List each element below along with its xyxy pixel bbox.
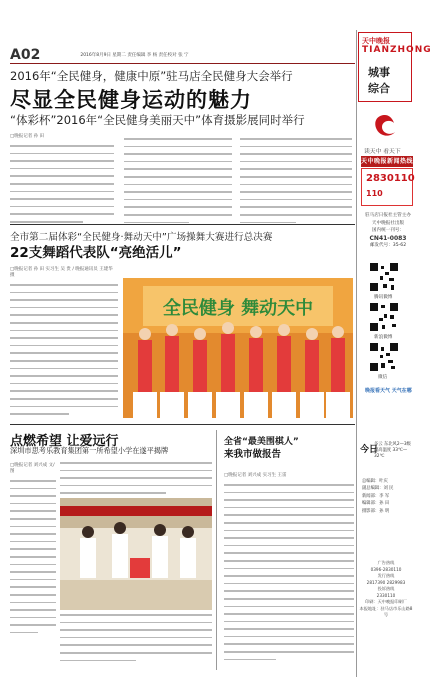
qr-code-icon[interactable] <box>369 302 399 332</box>
story2-kicker: 全市第二届体彩“全民健身·舞动天中”广场操舞大赛进行总决赛 <box>10 232 273 243</box>
hotline-line: 本报地址：驻马店市乐山路8号 <box>359 605 413 617</box>
photo-banner-text: 全民健身 舞动天中 <box>162 298 314 319</box>
brand-emblem-icon <box>370 112 400 142</box>
issue-meta: 2016年8月9日 星期二 责任编辑 李 杨 责任校对 张 宁 <box>80 52 189 58</box>
weather-line: 多云 东北风2—3级 <box>374 442 411 447</box>
masthead-logo <box>358 32 432 102</box>
hotline-line: 2330110 <box>376 592 396 598</box>
hotline-ad <box>361 168 413 206</box>
story1-kicker: 2016年“全民健身，健康中原”驻马店全民健身大会举行 <box>10 69 293 83</box>
story3-byline: □晚报记者 刘兴成 文/图 <box>10 463 55 474</box>
story4-byline: □晚报记者 刘兴成 实习生 王雷 <box>224 473 287 478</box>
hotline-banner: 天中晚报新闻热线 <box>361 158 414 165</box>
hotline-line: 2817390 2829983 <box>366 579 406 585</box>
story3-column-1 <box>10 462 56 639</box>
staff-line: 新闻部：李 军 <box>362 493 390 499</box>
staff-line: 副总编辑：刘 民 <box>362 486 394 492</box>
brand-latin: TIANZHONG <box>362 45 432 55</box>
publisher-line: 驻马店日报社主管主办 <box>365 213 411 218</box>
story3-subheadline: 深圳市思考乐教育集团第一所希望小学在遂平揭牌 <box>10 446 169 455</box>
sidebar-slogan: 读天中 看天下 <box>364 149 401 155</box>
hotline-line: 投诉热线 <box>377 586 395 591</box>
staff-line: 总编辑：叶庆 <box>362 479 388 484</box>
section-divider <box>10 224 355 225</box>
story3-column-3 <box>60 614 212 667</box>
story1-byline: □晚报记者 孙 田 <box>10 134 45 139</box>
story1-column-3 <box>240 138 352 229</box>
story2-column <box>10 266 118 421</box>
hotline-number: 2830110 <box>366 173 415 184</box>
hotline-line: 0396-2830110 <box>370 566 402 572</box>
story1-column-2 <box>124 138 232 229</box>
hotline-line: 发行热线 <box>377 573 395 578</box>
story3-column-2 <box>60 462 212 500</box>
qr-label: 微信 <box>378 375 388 380</box>
section-divider-2 <box>10 424 355 425</box>
dance-competition-photo <box>123 278 353 418</box>
section-name-2: 综合 <box>368 82 390 95</box>
story2-headline: 22支舞蹈代表队“亮绝活儿” <box>10 245 182 261</box>
qr-code-icon[interactable] <box>369 342 399 372</box>
story1-headline: 尽显全民健身运动的魅力 <box>10 88 252 112</box>
publisher-line: CN41-0083 <box>369 234 407 242</box>
staff-line: 编辑部：孙 田 <box>362 501 390 507</box>
page-header <box>10 46 355 64</box>
brand-name: 天中晚报 <box>362 37 390 45</box>
school-ceremony-photo <box>60 498 212 610</box>
story3-headline: 点燃希望 让爱远行 <box>10 434 119 449</box>
weather-promo: 晚报看天气 天气在哪 <box>365 388 412 394</box>
staff-line: 摄影部：孙 明 <box>362 508 390 514</box>
sidebar-divider <box>356 30 357 677</box>
publisher-line: 国内统一刊号： <box>371 228 405 234</box>
story3-text-lines <box>10 480 56 633</box>
page-number: A02 <box>10 46 41 63</box>
hotline-line: 广告热线 <box>377 560 395 565</box>
story4-column <box>224 472 354 666</box>
weather-forecast <box>374 442 415 460</box>
weather-line: 最高温度 33℃—32℃ <box>374 448 408 459</box>
qr-label: 腾讯微博 <box>374 295 393 300</box>
hotline-line: 印刷：天中晚报印刷厂 <box>365 599 407 604</box>
story2-byline: □晚报记者 孙 田 实习生 吴 贵 / 晚报通讯员 王建华 摄 <box>10 267 113 278</box>
story4-kicker: 全省“最美围棋人” <box>224 437 299 447</box>
story1-column-1 <box>10 133 114 229</box>
column-divider <box>216 430 217 670</box>
publisher-line: 邮发代号：35-62 <box>369 243 407 249</box>
story1-text-lines <box>10 145 114 223</box>
story2-text-lines <box>10 284 118 415</box>
story4-text-lines <box>224 484 354 660</box>
dance-photo-illustration <box>123 278 353 418</box>
publisher-info <box>362 212 414 250</box>
staff-list <box>362 478 414 515</box>
section-name-1: 城事 <box>368 66 390 79</box>
qr-code-icon[interactable] <box>369 262 399 292</box>
publisher-line: 天中晚报社出版 <box>371 220 405 226</box>
ceremony-photo-illustration <box>60 498 212 610</box>
qr-label: 新浪微博 <box>374 335 393 340</box>
story4-headline: 来我市做报告 <box>224 449 282 460</box>
contact-hotlines <box>358 560 414 619</box>
story1-subheadline: “体彩杯”2016年“全民健身美丽天中”体育摄影展同时举行 <box>10 113 305 127</box>
hotline-sub: 110 <box>366 189 383 198</box>
weather-today-label: 今日 <box>360 445 379 455</box>
